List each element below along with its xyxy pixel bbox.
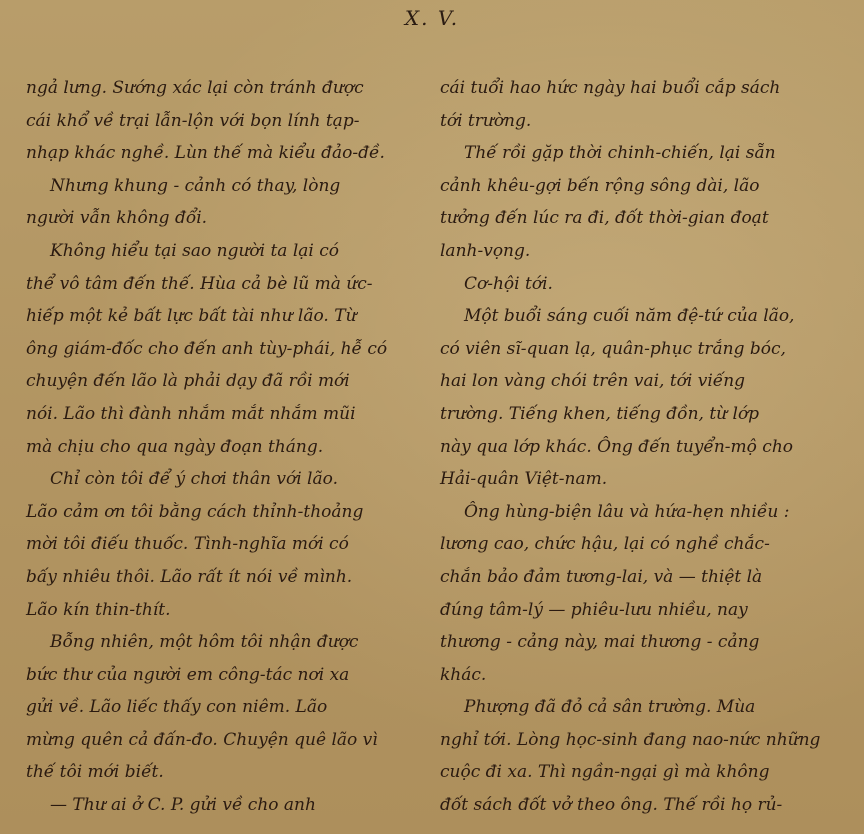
text-line: Phượng đã đỏ cả sân trường. Mùa bbox=[464, 697, 756, 718]
text-line: Ông hùng-biện lâu và hứa-hẹn nhiều : bbox=[464, 501, 790, 522]
text-line: mừng quên cả đấn-đo. Chuyện quê lão vì bbox=[26, 729, 378, 750]
left-column bbox=[26, 72, 414, 822]
text-line: Thế rồi gặp thời chinh-chiến, lại sẵn bbox=[464, 143, 776, 164]
page-header: X. V. bbox=[404, 6, 460, 30]
text-line: nói. Lão thì đành nhắm mắt nhắm mũi bbox=[26, 403, 356, 424]
text-line: Một buổi sáng cuối năm đệ-tứ của lão, bbox=[464, 306, 795, 327]
text-line: Lão cảm ơn tôi bằng cách thỉnh-thoảng bbox=[26, 501, 364, 522]
text-line: nghỉ tới. Lòng học-sinh đang nao-nức những bbox=[440, 729, 821, 750]
text-line: Bỗng nhiên, một hôm tôi nhận được bbox=[50, 632, 359, 653]
text-line: Không hiểu tại sao người ta lại có bbox=[50, 240, 340, 261]
text-line: hiếp một kẻ bất lực bất tài như lão. Từ bbox=[26, 306, 357, 327]
text-line: mà chịu cho qua ngày đoạn tháng. bbox=[26, 436, 324, 457]
text-line: khác. bbox=[440, 664, 487, 685]
text-line: nhạp khác nghề. Lùn thế mà kiểu đảo-đề. bbox=[26, 143, 385, 164]
text-line: bấy nhiêu thôi. Lão rất ít nói về mình. bbox=[26, 566, 353, 587]
text-line: đúng tâm-lý — phiêu-lưu nhiều, nay bbox=[440, 599, 748, 620]
text-line: tưởng đến lúc ra đi, đốt thời-gian đoạt bbox=[440, 208, 769, 229]
text-line: chuyện đến lão là phải dạy đã rồi mới bbox=[26, 371, 350, 392]
text-line: đốt sách đốt vở theo ông. Thế rồi họ rủ- bbox=[440, 795, 783, 816]
text-line: người vẫn không đổi. bbox=[26, 208, 208, 229]
text-line: Nhưng khung - cảnh có thay, lòng bbox=[50, 175, 341, 196]
text-line: chắn bảo đảm tương-lai, và — thiệt là bbox=[440, 566, 763, 587]
text-line: thế tôi mới biết. bbox=[26, 762, 164, 783]
text-line: thể vô tâm đến thế. Hùa cả bè lũ mà ức- bbox=[26, 273, 373, 294]
text-line: này qua lớp khác. Ông đến tuyển-mộ cho bbox=[440, 436, 793, 457]
text-line: mời tôi điếu thuốc. Tình-nghĩa mới có bbox=[26, 534, 349, 555]
text-line: hai lon vàng chói trên vai, tới viếng bbox=[440, 371, 746, 392]
text-line: Cơ-hội tới. bbox=[464, 273, 553, 294]
text-line: trường. Tiếng khen, tiếng đồn, từ lớp bbox=[440, 403, 760, 424]
text-line: ngả lưng. Sướng xác lại còn tránh được bbox=[26, 78, 364, 98]
text-line: — Thư ai ở C. P. gửi về cho anh bbox=[50, 795, 316, 816]
text-line: cái khổ về trại lẫn-lộn với bọn lính tạp- bbox=[26, 110, 360, 131]
text-line: tới trường. bbox=[440, 110, 532, 131]
text-line: cảnh khêu-gợi bến rộng sông dài, lão bbox=[440, 175, 760, 196]
text-line: cái tuổi hao hức ngày hai buổi cắp sách bbox=[440, 78, 781, 98]
text-line: bức thư của người em công-tác nơi xa bbox=[26, 664, 350, 685]
text-line: ông giám-đốc cho đến anh tùy-phái, hễ có bbox=[26, 338, 388, 359]
text-line: Chỉ còn tôi để ý chơi thân với lão. bbox=[50, 469, 338, 490]
text-line: Hải-quân Việt-nam. bbox=[440, 469, 608, 490]
text-line: có viên sĩ-quan lạ, quân-phục trắng bóc, bbox=[440, 338, 786, 359]
text-line: lương cao, chức hậu, lại có nghề chắc- bbox=[440, 534, 770, 555]
text-line: lanh-vọng. bbox=[440, 240, 531, 261]
text-line: thương - cảng này, mai thương - cảng bbox=[440, 632, 760, 653]
text-line: gửi về. Lão liếc thấy con niêm. Lão bbox=[26, 697, 328, 718]
text-line: cuộc đi xa. Thì ngần-ngại gì mà không bbox=[440, 762, 770, 783]
text-line: Lão kín thin-thít. bbox=[26, 599, 171, 620]
right-column bbox=[440, 72, 840, 822]
